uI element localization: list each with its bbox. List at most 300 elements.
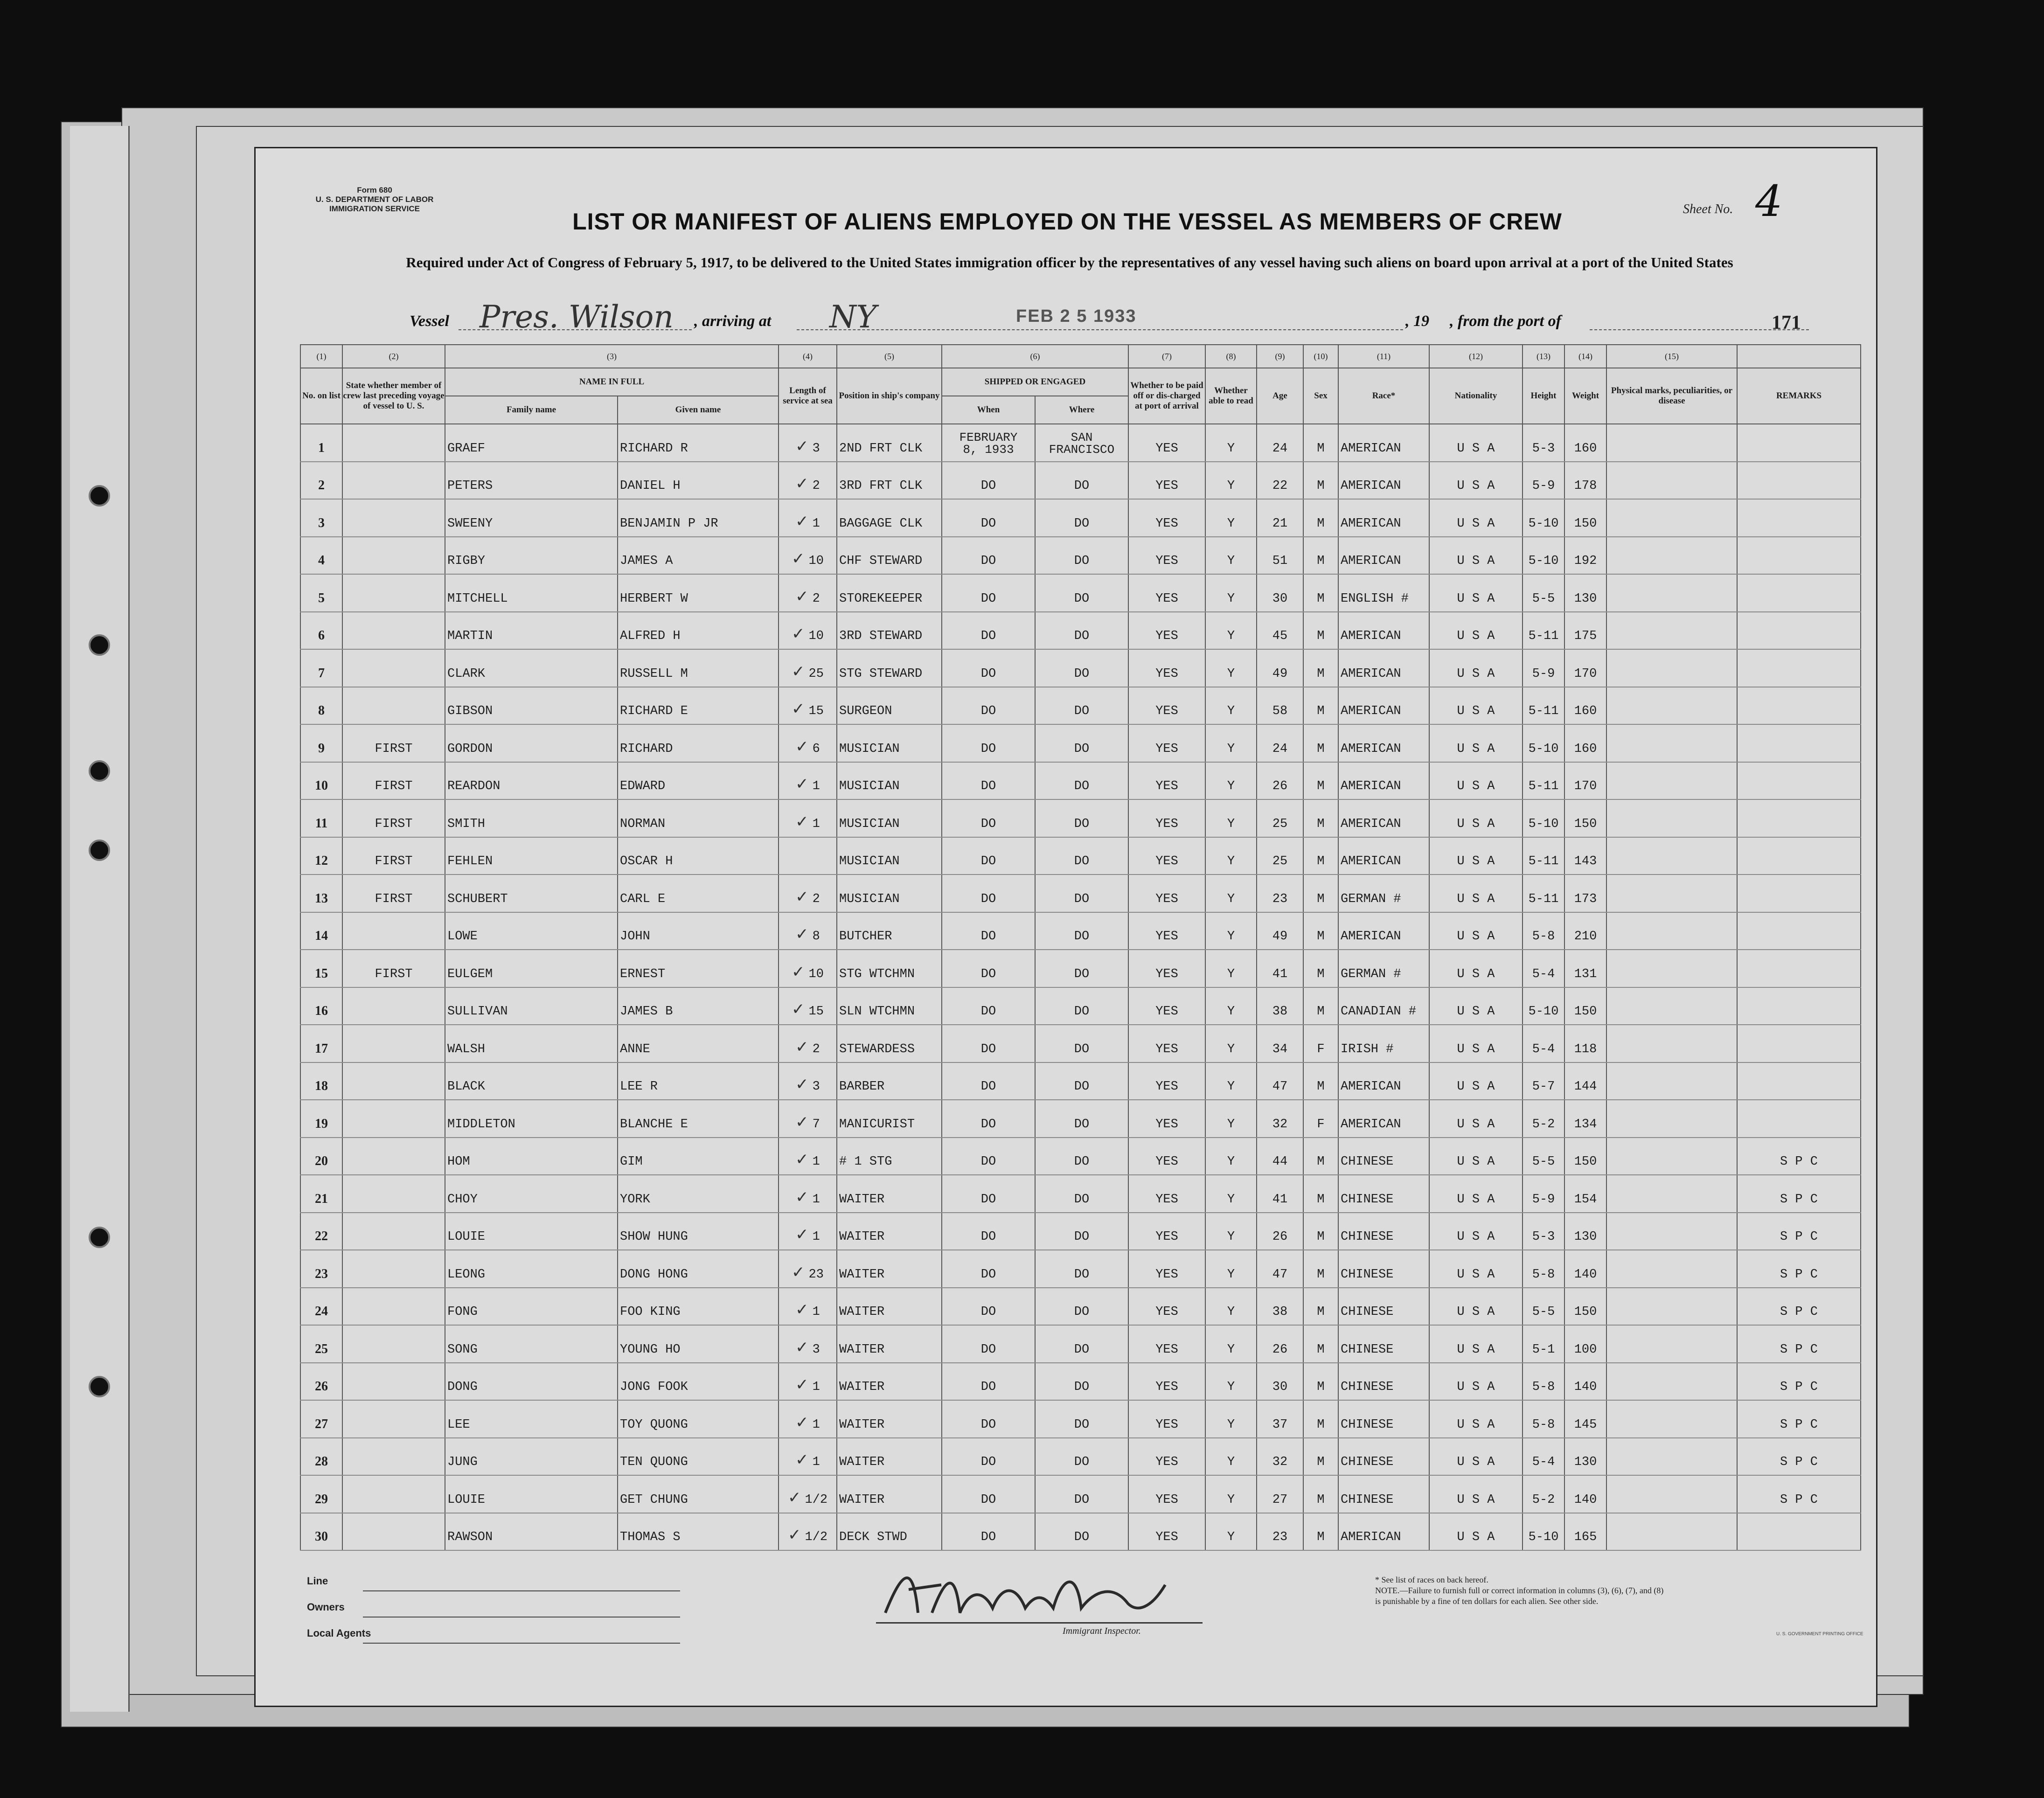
- cell-weight: 150: [1564, 499, 1606, 537]
- cell-height: 5-4: [1523, 1025, 1564, 1062]
- cell-able-to-read: Y: [1205, 1025, 1257, 1062]
- check-mark-icon: ✓: [795, 887, 809, 906]
- cell-given-name: THOMAS S: [618, 1513, 779, 1551]
- length-value: 1: [812, 1417, 820, 1432]
- cell-shipped-where: DO: [1035, 799, 1128, 837]
- check-mark-icon: ✓: [792, 700, 805, 718]
- check-mark-icon: ✓: [795, 1075, 809, 1094]
- cell-able-to-read: Y: [1205, 537, 1257, 575]
- cell-height: 5-9: [1523, 1175, 1564, 1213]
- cell-race: AMERICAN: [1338, 837, 1429, 875]
- cell-position: STEWARDESS: [837, 1025, 942, 1062]
- cell-able-to-read: Y: [1205, 1363, 1257, 1401]
- cell-weight: 140: [1564, 1363, 1606, 1401]
- cell-race: GERMAN #: [1338, 875, 1429, 912]
- cell-sex: M: [1303, 1438, 1338, 1476]
- arrival-date-stamp: FEB 2 5 1933: [1016, 306, 1137, 326]
- cell-nationality: U S A: [1429, 1025, 1523, 1062]
- cell-previous-voyage: [342, 537, 445, 575]
- cell-race: CHINESE: [1338, 1250, 1429, 1288]
- cell-physical-marks: [1606, 1325, 1737, 1363]
- cell-row-number: 11: [300, 799, 342, 837]
- cell-sex: M: [1303, 1250, 1338, 1288]
- cell-remarks: [1737, 649, 1861, 687]
- cell-position: DECK STWD: [837, 1513, 942, 1551]
- cell-race: CHINESE: [1338, 1475, 1429, 1513]
- cell-nationality: U S A: [1429, 1363, 1523, 1401]
- cell-previous-voyage: FIRST: [342, 837, 445, 875]
- multiline-value: SAN FRANCISCO: [1049, 430, 1115, 457]
- cell-sex: M: [1303, 537, 1338, 575]
- cell-shipped-where: DO: [1035, 687, 1128, 725]
- check-mark-icon: ✓: [792, 625, 805, 643]
- cell-given-name: ERNEST: [618, 950, 779, 987]
- cell-shipped-when: DO: [942, 687, 1035, 725]
- cell-paid-off: YES: [1128, 1100, 1205, 1138]
- cell-age: 26: [1257, 762, 1303, 800]
- cell-age: 41: [1257, 1175, 1303, 1213]
- cell-physical-marks: [1606, 950, 1737, 987]
- cell-nationality: U S A: [1429, 1062, 1523, 1100]
- cell-shipped-when: DO: [942, 875, 1035, 912]
- arriving-label: , arriving at: [694, 312, 772, 330]
- cell-shipped-where: DO: [1035, 1475, 1128, 1513]
- check-mark-icon: ✓: [795, 737, 809, 756]
- cell-weight: 134: [1564, 1100, 1606, 1138]
- cell-age: 45: [1257, 612, 1303, 650]
- cell-weight: 192: [1564, 537, 1606, 575]
- cell-given-name: JAMES A: [618, 537, 779, 575]
- cell-race: AMERICAN: [1338, 612, 1429, 650]
- cell-sex: M: [1303, 462, 1338, 500]
- check-mark-icon: ✓: [795, 474, 809, 493]
- cell-height: 5-11: [1523, 687, 1564, 725]
- cell-shipped-where: DO: [1035, 1062, 1128, 1100]
- cell-position: MUSICIAN: [837, 837, 942, 875]
- cell-family-name: LOUIE: [445, 1475, 618, 1513]
- cell-weight: 178: [1564, 462, 1606, 500]
- cell-sex: M: [1303, 799, 1338, 837]
- cell-previous-voyage: [342, 462, 445, 500]
- length-value: 10: [808, 967, 824, 981]
- cell-age: 41: [1257, 950, 1303, 987]
- cell-row-number: 20: [300, 1138, 342, 1175]
- cell-height: 5-4: [1523, 1438, 1564, 1476]
- cell-able-to-read: Y: [1205, 1250, 1257, 1288]
- cell-age: 23: [1257, 875, 1303, 912]
- cell-nationality: U S A: [1429, 1100, 1523, 1138]
- header-shipped: SHIPPED OR ENGAGED: [942, 368, 1128, 396]
- cell-weight: 170: [1564, 649, 1606, 687]
- cell-age: 38: [1257, 987, 1303, 1025]
- cell-sex: M: [1303, 724, 1338, 762]
- cell-remarks: [1737, 574, 1861, 612]
- length-value: 10: [808, 554, 824, 568]
- col-number: (2): [342, 345, 445, 368]
- cell-weight: 160: [1564, 687, 1606, 725]
- cell-family-name: DONG: [445, 1363, 618, 1401]
- cell-row-number: 17: [300, 1025, 342, 1062]
- length-value: 15: [808, 704, 824, 718]
- cell-age: 44: [1257, 1138, 1303, 1175]
- cell-position: WAITER: [837, 1400, 942, 1438]
- check-mark-icon: ✓: [795, 1375, 809, 1394]
- cell-height: 5-5: [1523, 1138, 1564, 1175]
- cell-shipped-when: DO: [942, 1062, 1035, 1100]
- cell-given-name: DANIEL H: [618, 462, 779, 500]
- cell-remarks: [1737, 462, 1861, 500]
- cell-physical-marks: [1606, 724, 1737, 762]
- cell-shipped-when: DO: [942, 837, 1035, 875]
- cell-race: CHINESE: [1338, 1438, 1429, 1476]
- cell-shipped-when: DO: [942, 762, 1035, 800]
- cell-age: 38: [1257, 1288, 1303, 1326]
- cell-previous-voyage: [342, 574, 445, 612]
- cell-able-to-read: Y: [1205, 1062, 1257, 1100]
- cell-age: 26: [1257, 1325, 1303, 1363]
- cell-remarks: [1737, 987, 1861, 1025]
- cell-race: AMERICAN: [1338, 1062, 1429, 1100]
- length-value: 23: [808, 1267, 824, 1282]
- header-weight: Weight: [1564, 368, 1606, 424]
- cell-shipped-where: DO: [1035, 1138, 1128, 1175]
- cell-given-name: FOO KING: [618, 1288, 779, 1326]
- length-value: 1: [812, 1155, 820, 1169]
- cell-position: WAITER: [837, 1438, 942, 1476]
- cell-shipped-when: DO: [942, 912, 1035, 950]
- cell-shipped-where: DO: [1035, 574, 1128, 612]
- cell-paid-off: YES: [1128, 537, 1205, 575]
- cell-physical-marks: [1606, 987, 1737, 1025]
- cell-physical-marks: [1606, 1250, 1737, 1288]
- cell-position: SURGEON: [837, 687, 942, 725]
- cell-shipped-where: DO: [1035, 1250, 1128, 1288]
- cell-position: WAITER: [837, 1475, 942, 1513]
- cell-physical-marks: [1606, 462, 1737, 500]
- table-row: [300, 1100, 1861, 1138]
- cell-family-name: RIGBY: [445, 537, 618, 575]
- check-mark-icon: ✓: [795, 1150, 809, 1169]
- cell-nationality: U S A: [1429, 462, 1523, 500]
- cell-position: MUSICIAN: [837, 799, 942, 837]
- cell-given-name: OSCAR H: [618, 837, 779, 875]
- cell-given-name: EDWARD: [618, 762, 779, 800]
- cell-given-name: GIM: [618, 1138, 779, 1175]
- cell-row-number: 30: [300, 1513, 342, 1551]
- cell-paid-off: YES: [1128, 1325, 1205, 1363]
- cell-nationality: U S A: [1429, 987, 1523, 1025]
- cell-weight: 165: [1564, 1513, 1606, 1551]
- cell-physical-marks: [1606, 1400, 1737, 1438]
- cell-shipped-when: DO: [942, 649, 1035, 687]
- cell-previous-voyage: FIRST: [342, 799, 445, 837]
- col-number: (11): [1338, 345, 1429, 368]
- table-row: [300, 762, 1861, 800]
- cell-age: 24: [1257, 724, 1303, 762]
- cell-height: 5-11: [1523, 875, 1564, 912]
- page-title: LIST OR MANIFEST OF ALIENS EMPLOYED ON THE VESSEL AS MEMBERS OF CREW: [572, 208, 1562, 235]
- table-row: [300, 987, 1861, 1025]
- cell-weight: 130: [1564, 1438, 1606, 1476]
- cell-paid-off: YES: [1128, 574, 1205, 612]
- cell-given-name: YOUNG HO: [618, 1325, 779, 1363]
- cell-age: 47: [1257, 1062, 1303, 1100]
- table-row: [300, 649, 1861, 687]
- cell-family-name: HOM: [445, 1138, 618, 1175]
- cell-previous-voyage: [342, 424, 445, 462]
- cell-paid-off: YES: [1128, 950, 1205, 987]
- check-mark-icon: ✓: [795, 512, 809, 531]
- cell-shipped-when: DO: [942, 1438, 1035, 1476]
- cell-weight: 170: [1564, 762, 1606, 800]
- cell-family-name: MITCHELL: [445, 574, 618, 612]
- cell-nationality: U S A: [1429, 1175, 1523, 1213]
- check-mark-icon: ✓: [792, 662, 805, 681]
- punch-hole: [89, 1227, 110, 1248]
- cell-shipped-when: DO: [942, 1400, 1035, 1438]
- cell-weight: 160: [1564, 424, 1606, 462]
- cell-previous-voyage: FIRST: [342, 875, 445, 912]
- header-no-on-list: No. on list: [300, 368, 342, 424]
- cell-remarks: [1737, 1025, 1861, 1062]
- cell-race: CANADIAN #: [1338, 987, 1429, 1025]
- cell-shipped-when: DO: [942, 1100, 1035, 1138]
- manifest-sheet: [254, 147, 1877, 1707]
- cell-length-of-service: [779, 1250, 837, 1288]
- table-row: [300, 1250, 1861, 1288]
- cell-sex: F: [1303, 1025, 1338, 1062]
- cell-given-name: TOY QUONG: [618, 1400, 779, 1438]
- cell-shipped-when: DO: [942, 1288, 1035, 1326]
- cell-sex: M: [1303, 950, 1338, 987]
- cell-family-name: SMITH: [445, 799, 618, 837]
- cell-able-to-read: Y: [1205, 1513, 1257, 1551]
- cell-position: MUSICIAN: [837, 875, 942, 912]
- cell-nationality: U S A: [1429, 724, 1523, 762]
- cell-sex: M: [1303, 762, 1338, 800]
- cell-row-number: 12: [300, 837, 342, 875]
- cell-race: GERMAN #: [1338, 950, 1429, 987]
- cell-shipped-where: DO: [1035, 1175, 1128, 1213]
- table-row: [300, 1363, 1861, 1401]
- cell-race: IRISH #: [1338, 1025, 1429, 1062]
- check-mark-icon: ✓: [787, 1526, 801, 1544]
- cell-length-of-service: [779, 1400, 837, 1438]
- vessel-label: Vessel: [410, 312, 449, 330]
- cell-row-number: 18: [300, 1062, 342, 1100]
- cell-row-number: 5: [300, 574, 342, 612]
- cell-able-to-read: Y: [1205, 987, 1257, 1025]
- cell-shipped-where: DO: [1035, 1025, 1128, 1062]
- cell-given-name: ALFRED H: [618, 612, 779, 650]
- cell-previous-voyage: [342, 1438, 445, 1476]
- cell-length-of-service: [779, 1025, 837, 1062]
- cell-paid-off: YES: [1128, 1513, 1205, 1551]
- footer-fields: [307, 1571, 680, 1649]
- cell-length-of-service: [779, 1363, 837, 1401]
- cell-given-name: RICHARD: [618, 724, 779, 762]
- cell-nationality: U S A: [1429, 1475, 1523, 1513]
- vessel-line: [410, 299, 1809, 335]
- cell-height: 5-10: [1523, 724, 1564, 762]
- cell-family-name: PETERS: [445, 462, 618, 500]
- cell-nationality: U S A: [1429, 424, 1523, 462]
- cell-remarks: [1737, 1062, 1861, 1100]
- owners-label: Owners: [307, 1601, 345, 1613]
- cell-height: 5-8: [1523, 1363, 1564, 1401]
- cell-shipped-when: DO: [942, 987, 1035, 1025]
- cell-age: 27: [1257, 1475, 1303, 1513]
- check-mark-icon: ✓: [795, 1338, 809, 1357]
- cell-row-number: 26: [300, 1363, 342, 1401]
- cell-race: CHINESE: [1338, 1400, 1429, 1438]
- header-state-whether: State whether member of crew last preceding voyage of vessel to U. S.: [342, 368, 445, 424]
- cell-weight: 150: [1564, 987, 1606, 1025]
- cell-remarks: [1737, 762, 1861, 800]
- cell-paid-off: YES: [1128, 687, 1205, 725]
- cell-family-name: REARDON: [445, 762, 618, 800]
- cell-paid-off: YES: [1128, 1363, 1205, 1401]
- cell-position: STOREKEEPER: [837, 574, 942, 612]
- check-mark-icon: ✓: [795, 1187, 809, 1207]
- cell-remarks: S P C: [1737, 1288, 1861, 1326]
- cell-nationality: U S A: [1429, 1438, 1523, 1476]
- header-age: Age: [1257, 368, 1303, 424]
- cell-shipped-where: DO: [1035, 1363, 1128, 1401]
- cell-nationality: U S A: [1429, 1288, 1523, 1326]
- cell-sex: M: [1303, 1213, 1338, 1250]
- cell-able-to-read: Y: [1205, 649, 1257, 687]
- check-mark-icon: ✓: [792, 1000, 805, 1019]
- table-row: [300, 1438, 1861, 1476]
- cell-age: 21: [1257, 499, 1303, 537]
- cell-shipped-where: DO: [1035, 462, 1128, 500]
- binding-margin: [70, 126, 130, 1712]
- cell-physical-marks: [1606, 875, 1737, 912]
- cell-given-name: RICHARD R: [618, 424, 779, 462]
- cell-paid-off: YES: [1128, 462, 1205, 500]
- cell-shipped-where: DO: [1035, 987, 1128, 1025]
- check-mark-icon: ✓: [792, 1263, 805, 1282]
- cell-weight: 150: [1564, 799, 1606, 837]
- cell-family-name: LEONG: [445, 1250, 618, 1288]
- length-value: 1: [812, 1230, 820, 1244]
- table-row: [300, 1325, 1861, 1363]
- cell-weight: 143: [1564, 837, 1606, 875]
- cell-position: # 1 STG: [837, 1138, 942, 1175]
- cell-weight: 145: [1564, 1400, 1606, 1438]
- table-row: [300, 1025, 1861, 1062]
- cell-paid-off: YES: [1128, 1175, 1205, 1213]
- cell-length-of-service: [779, 499, 837, 537]
- cell-nationality: U S A: [1429, 762, 1523, 800]
- cell-length-of-service: [779, 687, 837, 725]
- cell-length-of-service: [779, 649, 837, 687]
- cell-weight: 130: [1564, 574, 1606, 612]
- cell-shipped-when: DO: [942, 950, 1035, 987]
- cell-family-name: FEHLEN: [445, 837, 618, 875]
- cell-remarks: [1737, 537, 1861, 575]
- cell-row-number: 19: [300, 1100, 342, 1138]
- cell-remarks: [1737, 499, 1861, 537]
- header-sex: Sex: [1303, 368, 1338, 424]
- cell-length-of-service: [779, 1288, 837, 1326]
- cell-nationality: U S A: [1429, 537, 1523, 575]
- col-number: (10): [1303, 345, 1338, 368]
- cell-able-to-read: Y: [1205, 462, 1257, 500]
- cell-shipped-where: DO: [1035, 1438, 1128, 1476]
- cell-shipped-when: DO: [942, 574, 1035, 612]
- cell-height: 5-5: [1523, 1288, 1564, 1326]
- length-value: 7: [812, 1117, 820, 1132]
- form-number: Form 680 U. S. DEPARTMENT OF LABOR IMMIGRATION SERVICE: [315, 186, 434, 213]
- header-height: Height: [1523, 368, 1564, 424]
- cell-nationality: U S A: [1429, 837, 1523, 875]
- cell-paid-off: YES: [1128, 724, 1205, 762]
- table-row: [300, 724, 1861, 762]
- check-mark-icon: ✓: [795, 925, 809, 944]
- cell-race: AMERICAN: [1338, 762, 1429, 800]
- cell-row-number: 24: [300, 1288, 342, 1326]
- cell-nationality: U S A: [1429, 799, 1523, 837]
- cell-family-name: FONG: [445, 1288, 618, 1326]
- cell-age: 49: [1257, 649, 1303, 687]
- cell-family-name: BLACK: [445, 1062, 618, 1100]
- check-mark-icon: ✓: [795, 1451, 809, 1469]
- cell-physical-marks: [1606, 1025, 1737, 1062]
- cell-family-name: GRAEF: [445, 424, 618, 462]
- cell-able-to-read: Y: [1205, 574, 1257, 612]
- cell-physical-marks: [1606, 1138, 1737, 1175]
- cell-row-number: 27: [300, 1400, 342, 1438]
- cell-height: 5-10: [1523, 499, 1564, 537]
- cell-sex: M: [1303, 1175, 1338, 1213]
- cell-weight: 175: [1564, 612, 1606, 650]
- cell-length-of-service: [779, 462, 837, 500]
- cell-shipped-when: DO: [942, 724, 1035, 762]
- cell-position: 2ND FRT CLK: [837, 424, 942, 462]
- header-able-read: Whether able to read: [1205, 368, 1257, 424]
- cell-physical-marks: [1606, 649, 1737, 687]
- cell-race: AMERICAN: [1338, 799, 1429, 837]
- cell-length-of-service: [779, 875, 837, 912]
- subtitle: Required under Act of Congress of February 5, 1917, to be delivered to the United States immigration officer by the representatives of any vessel having such aliens on board upon arrival at a port of the United States: [406, 254, 1733, 271]
- cell-shipped-where: [1035, 424, 1128, 462]
- cell-physical-marks: [1606, 1100, 1737, 1138]
- cell-nationality: U S A: [1429, 1138, 1523, 1175]
- cell-family-name: SULLIVAN: [445, 987, 618, 1025]
- check-mark-icon: ✓: [792, 549, 805, 568]
- cell-length-of-service: [779, 1438, 837, 1476]
- cell-given-name: RUSSELL M: [618, 649, 779, 687]
- cell-nationality: U S A: [1429, 1325, 1523, 1363]
- cell-family-name: GORDON: [445, 724, 618, 762]
- cell-race: CHINESE: [1338, 1325, 1429, 1363]
- cell-shipped-where: DO: [1035, 1213, 1128, 1250]
- header-where: Where: [1035, 396, 1128, 424]
- length-value: 1: [812, 1192, 820, 1207]
- cell-able-to-read: Y: [1205, 1100, 1257, 1138]
- cell-length-of-service: [779, 799, 837, 837]
- cell-physical-marks: [1606, 1062, 1737, 1100]
- cell-nationality: U S A: [1429, 1250, 1523, 1288]
- cell-length-of-service: [779, 574, 837, 612]
- cell-shipped-when: DO: [942, 1175, 1035, 1213]
- length-value: 6: [812, 742, 820, 756]
- cell-race: AMERICAN: [1338, 1100, 1429, 1138]
- cell-remarks: [1737, 424, 1861, 462]
- cell-paid-off: YES: [1128, 1062, 1205, 1100]
